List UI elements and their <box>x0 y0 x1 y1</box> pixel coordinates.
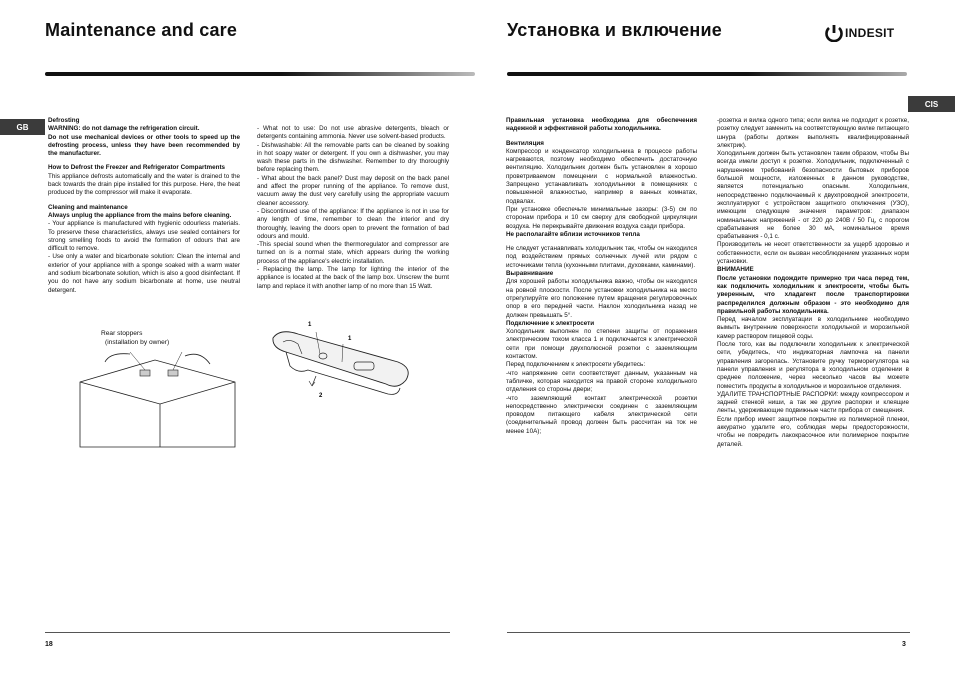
paragraph: Always unplug the appliance from the mains before cleaning. <box>48 211 232 219</box>
paragraph: This appliance defrosts automatically and the water is drained to the back towards the drain pipe installed for this purpose. Here, the heat produced by the compressor will make it evaporate. <box>48 172 240 197</box>
paragraph: После установки подождите примерно три часа перед тем, как подключить холодильник к электросети, чтобы быть уверенным, что хладагент после транспортировки распределился должным образом - это необходимо для правильной работы холодильника. <box>717 274 909 315</box>
paragraph: Перед подключением к электросети убедитесь: <box>506 361 646 369</box>
paragraph: Перед началом эксплуатации в холодильнике необходимо вымыть внутренние поверхности холодильной и морозильной камер раствором пищевой соды. <box>717 316 909 340</box>
paragraph: Не следует устанавливать холодильник так, чтобы он находился под воздействием прямых солнечных лучей или рядом с источниками тепла (кухонными плитами, духовками, каминами). <box>506 245 697 269</box>
paragraph: -This special sound when the thermoregulator and compressor are turned on is a normal state, which appears during the working process of the appliance's electric installation. <box>257 241 449 265</box>
paragraph: Do not use mechanical devices or other tools to speed up the defrosting process, unless they have been recommended by the manufacturer. <box>48 133 240 158</box>
lamp-box-figure <box>268 318 418 403</box>
paragraph: Для хорошей работы холодильника важно, чтобы он находился на ровной плоскости. После установки холодильника на место отрегулируйте его положение путем вращения регулировочных опор в его передней части. Наклон холодильника назад не должен превышать 5°. <box>506 278 697 319</box>
right-column-2 <box>717 117 909 449</box>
left-language-badge: GB <box>0 119 45 135</box>
rear-stoppers-figure <box>70 352 245 450</box>
right-language-badge: CIS <box>908 96 955 112</box>
paragraph: Если прибор имеет защитное покрытие из полимерной пленки, аккуратно удалите его, соблюдая меры предосторожности, чтобы не повредить лакокрасочное или полимерное покрытие деталей. <box>717 415 909 448</box>
rear-stoppers-caption-line1: Rear stoppers <box>101 330 143 337</box>
paragraph: WARNING: do not damage the refrigeration circuit. <box>48 125 200 133</box>
paragraph: Производитель не несет ответственности за ущерб здоровью и собственности, если он вызван несоблюдением указанных норм установки. <box>717 241 909 266</box>
paragraph: Defrosting <box>48 117 80 124</box>
paragraph: ВНИМАНИЕ <box>717 266 754 274</box>
paragraph: - What about the back panel? Dust may deposit on the back panel and affect the proper running of the appliance. To remove dust, vacuum away the dust very carefully using the appropriate vacuum cleaner accessory. <box>257 174 449 207</box>
paragraph: - Replacing the lamp. The lamp for lighting the interior of the appliance is located at the back of the lamp box. Unscrew the burnt lamp and replace it with another lamp of no more than 15 Watt. <box>257 266 449 290</box>
paragraph: Вентиляция <box>506 139 544 147</box>
paragraph: How to Defrost the Freezer and Refrigerator Compartments <box>48 164 226 172</box>
paragraph: Холодильник должен быть установлен таким образом, чтобы Вы всегда имели доступ к розетке. Холодильник, подключенный с нарушением требований безопасности бытовых приборов большой мощности, изложенных в данном руководстве, является потенциально опасным. Холодильник, непосредственно подключаемый к двухпроводной электросети, эксплуатируют с устройством защитного отключения (УЗО), имеющим следующие значения параметров: диапазон номинальных напряжений - от 220 до 240В / 50 Гц, с порогом срабатывания не более 30 мА, номинальное время срабатывания - 0,1 с. <box>717 150 909 241</box>
right-column-1 <box>506 117 697 436</box>
paragraph: Не располагайте вблизи источников тепла <box>506 230 640 238</box>
rear-stoppers-caption-line2: (installation by owner) <box>105 339 170 346</box>
paragraph: -что напряжение сети соответствует данным, указанным на табличке, которая находится на правой стороне холодильного отделения со стороны двери; <box>506 369 697 394</box>
brand-logo <box>825 24 894 42</box>
left-column-1 <box>48 117 240 295</box>
left-page-title: Maintenance and care <box>45 20 238 40</box>
paragraph: Подключение к электросети <box>506 319 595 327</box>
paragraph: - Your appliance is manufactured with hygienic odourless materials. To preserve these characteristics, always use sealed containers for strong smelling foods to avoid the formation of odours that are difficult to remove. <box>48 220 240 253</box>
paragraph: -что заземляющий контакт электрической розетки непосредственно электрически соединен с заземляющим проводом питающего кабеля электрической сети (соединительный провод должен быть рассчитан на ток не менее 10А); <box>506 394 697 435</box>
paragraph: - What not to use: Do not use abrasive detergents, bleach or detergents containing ammonia. Never use solvent-based products. <box>257 125 449 141</box>
paragraph: Правильная установка необходима для обеспечения надежной и эффективной работы холодильника. <box>506 117 697 133</box>
paragraph: - Use only a water and bicarbonate solution: Clean the internal and exterior of your appliance with a sponge soaked with a warm water and sodium bicarbonate solution, which is also a good disinfectant. If you do not have any sodium bicarbonate at home, use neutral detergent. <box>48 253 240 294</box>
right-page-title: Установка и включение <box>507 20 722 40</box>
rear-stoppers-caption <box>101 329 169 347</box>
paragraph: Выравнивание <box>506 270 554 278</box>
paragraph: Cleaning and maintenance <box>48 203 128 211</box>
lamp-figure-label-1: 1 <box>308 322 312 328</box>
lamp-figure-label-1b: 1 <box>348 336 352 342</box>
brand-logo-text: INDESIT <box>845 26 895 40</box>
right-footer-rule <box>507 632 910 633</box>
paragraph: УДАЛИТЕ ТРАНСПОРТНЫЕ РАСПОРКИ: между компрессором и задней стенкой ниши, а так же другие распорки и клеящие ленты, удерживающие подвижные части прибора от смещения. <box>717 390 909 415</box>
lamp-figure-label-2: 2 <box>319 393 323 399</box>
left-column-2 <box>257 125 449 291</box>
paragraph: -розетка и вилка одного типа; если вилка не подходит к розетке, розетку следует заменить на соответствующую вилке питающего шнура (работы должен выполнять квалифицированный электрик). <box>717 117 909 149</box>
paragraph: После того, как вы подключили холодильник к электрической сети, убедитесь, что индикаторная лампочка на панели управления загорелась. Установите ручку терморегулятора на панели управления и регулятора в холодильном отделении в среднее положение, через несколько часов вы можете поместить продукты в холодильное и морозильное отделения. <box>717 341 909 390</box>
paragraph: При установке обеспечьте минимальные зазоры: (3-5) см по сторонам прибора и 10 см сверху для свободной циркуляции воздуха. Не перекрывайте движения воздуха сзади прибора. <box>506 205 697 230</box>
brand-logo-icon <box>825 24 843 42</box>
paragraph: - Dishwashable: All the removable parts can be cleaned by soaking in hot soapy water or detergent. If you own a dishwasher, you may wash these parts in the dishwasher. Remember to dry thoroughly before replacing them. <box>257 141 449 174</box>
paragraph: - Discontinued use of the appliance: If the appliance is not in use for any length of time, remember to clean the interior and dry thoroughly, leaving the doors open to prevent the formation of bad odours and mould. <box>257 207 449 240</box>
right-page-number: 3 <box>902 641 906 648</box>
left-footer-rule <box>45 632 450 633</box>
left-title-rule <box>45 72 475 76</box>
left-page-number: 18 <box>45 641 53 648</box>
paragraph: Холодильник выполнен по степени защиты от поражения электрическим током класса 1 и подключается к электрической сети при помощи двухполюсной розетки с заземляющим контактом. <box>506 328 697 361</box>
paragraph: Компрессор и конденсатор холодильника в процессе работы нагреваются, поэтому необходимо обеспечить достаточную вентиляцию. Холодильник должен быть установлен в хорошо проветриваемом помещении с нормальной влажностью. Запрещено устанавливать холодильники в помещениях с повышенной влажностью, например в ванных комнатах, подвалах. <box>506 147 697 205</box>
right-title-rule <box>507 72 907 76</box>
